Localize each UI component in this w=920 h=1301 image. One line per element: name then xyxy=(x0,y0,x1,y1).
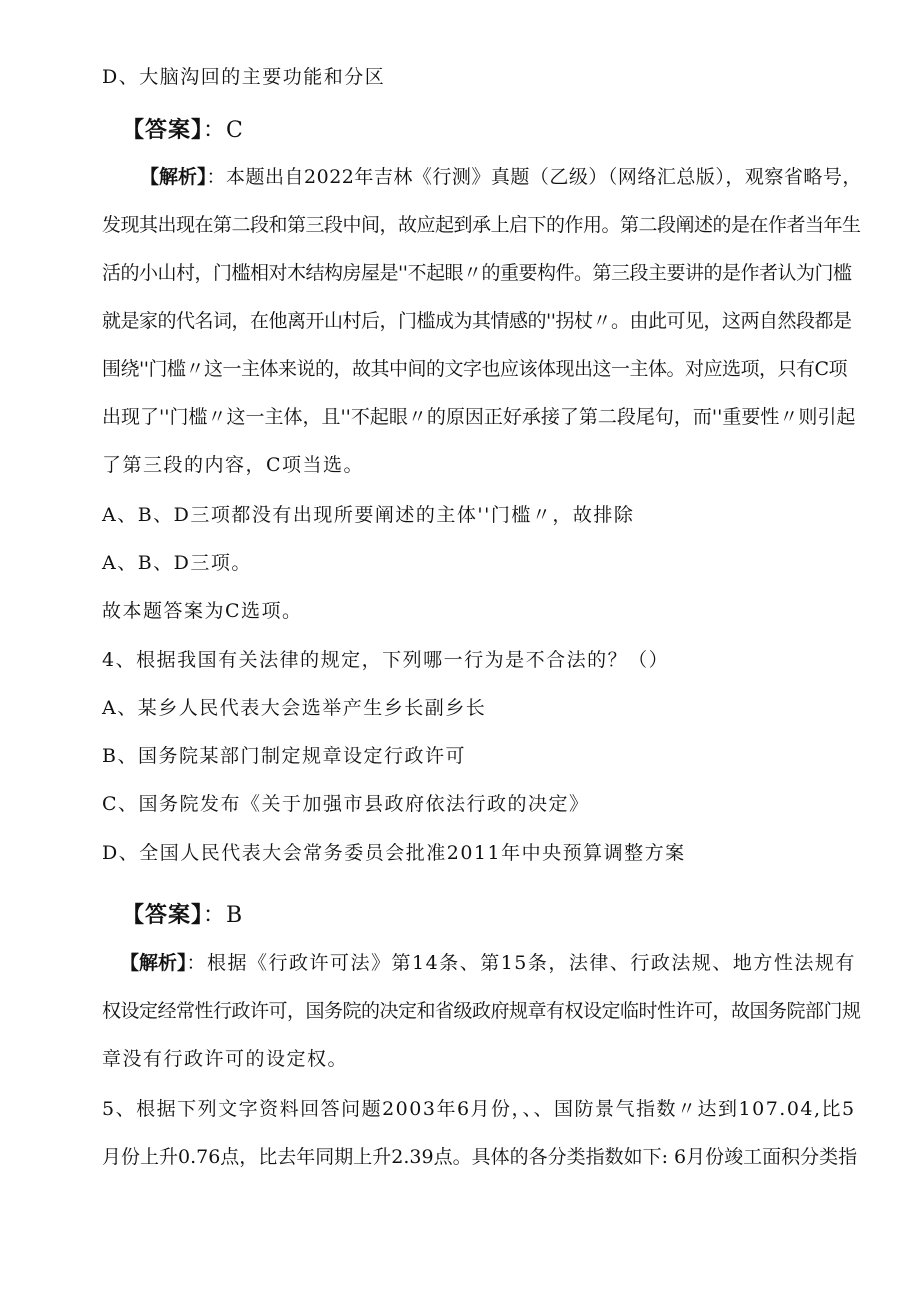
q4-analysis-line-3: 章没有行政许可的设定权。 xyxy=(102,1048,349,1070)
answer-value: ：C xyxy=(203,118,244,143)
q4-analysis-line-1 xyxy=(120,948,856,975)
q4-option-a: A、某乡人民代表大会选举产生乡长副乡长 xyxy=(102,697,487,719)
analysis-label: 【解析】 xyxy=(140,166,207,188)
q4-analysis-line-2: 权设定经常性行政许可，国务院的决定和省级政府规章有权设定临时性许可，故国务院部门规 xyxy=(102,1000,861,1022)
q4-option-c: C、国务院发布《关于加强市县政府依法行政的决定》 xyxy=(102,793,590,815)
q3-analysis-line-5: 围绕''门槛〃这一主体来说的，故其中间的文字也应该体现出这一主体。对应选项，只有C项 xyxy=(102,358,847,380)
q3-analysis-line-3: 活的小山村，门槛相对木结构房屋是''不起眼〃的重要构件。第三段主要讲的是作者认为门槛 xyxy=(102,262,852,284)
analysis-text: ：本题出自2022年吉林《行测》真题（乙级）（网络汇总版），观察省略号， xyxy=(206,166,862,188)
q3-analysis-line-7: 了第三段的内容，C项当选。 xyxy=(102,454,365,476)
q4-question: 4、根据我国有关法律的规定，下列哪一行为是不合法的？（） xyxy=(102,649,670,671)
q3-analysis-line-4: 就是家的代名词，在他离开山村后，门槛成为其情感的''拐杖〃。由此可见，这两自然段都是 xyxy=(102,310,852,332)
answer-value: ：B xyxy=(203,903,244,928)
q3-analysis-line-1 xyxy=(140,162,862,189)
q3-extra-2: A、B、D三项。 xyxy=(102,552,252,574)
q4-answer xyxy=(122,898,243,929)
q3-analysis-line-2: 发现其出现在第二段和第三段中间，故应起到承上启下的作用。第二段阐述的是在作者当年生 xyxy=(102,214,861,236)
q3-analysis-line-6: 出现了''门槛〃这一主体，且''不起眼〃的原因正好承接了第二段尾句，而''重要性〃则引起 xyxy=(102,406,856,428)
analysis-text: ：根据《行政许可法》第14条、第15条，法律、行政法规、地方性法规有 xyxy=(186,952,856,974)
q4-option-d: D、全国人民代表大会常务委员会批准2011年中央预算调整方案 xyxy=(102,842,686,864)
q5-line-2: 月份上升0.76点，比去年同期上升2.39点。具体的各分类指数如下: 6月份竣工面积分类指 xyxy=(102,1146,858,1168)
q3-answer xyxy=(122,113,244,144)
q5-line-1: 5、根据下列文字资料回答问题2003年6月份，、、国防景气指数〃达到107.04,比5 xyxy=(102,1098,856,1120)
answer-label: 【答案】 xyxy=(122,903,204,928)
q3-extra-3: 故本题答案为C选项。 xyxy=(102,600,303,622)
answer-label: 【答案】 xyxy=(122,118,204,143)
analysis-label: 【解析】 xyxy=(120,952,187,974)
q3-option-d: D、大脑沟回的主要功能和分区 xyxy=(102,66,386,88)
q3-extra-1: A、B、D三项都没有出现所要阐述的主体''门槛〃，故排除 xyxy=(102,504,635,526)
q4-option-b: B、国务院某部门制定规章设定行政许可 xyxy=(102,745,466,767)
